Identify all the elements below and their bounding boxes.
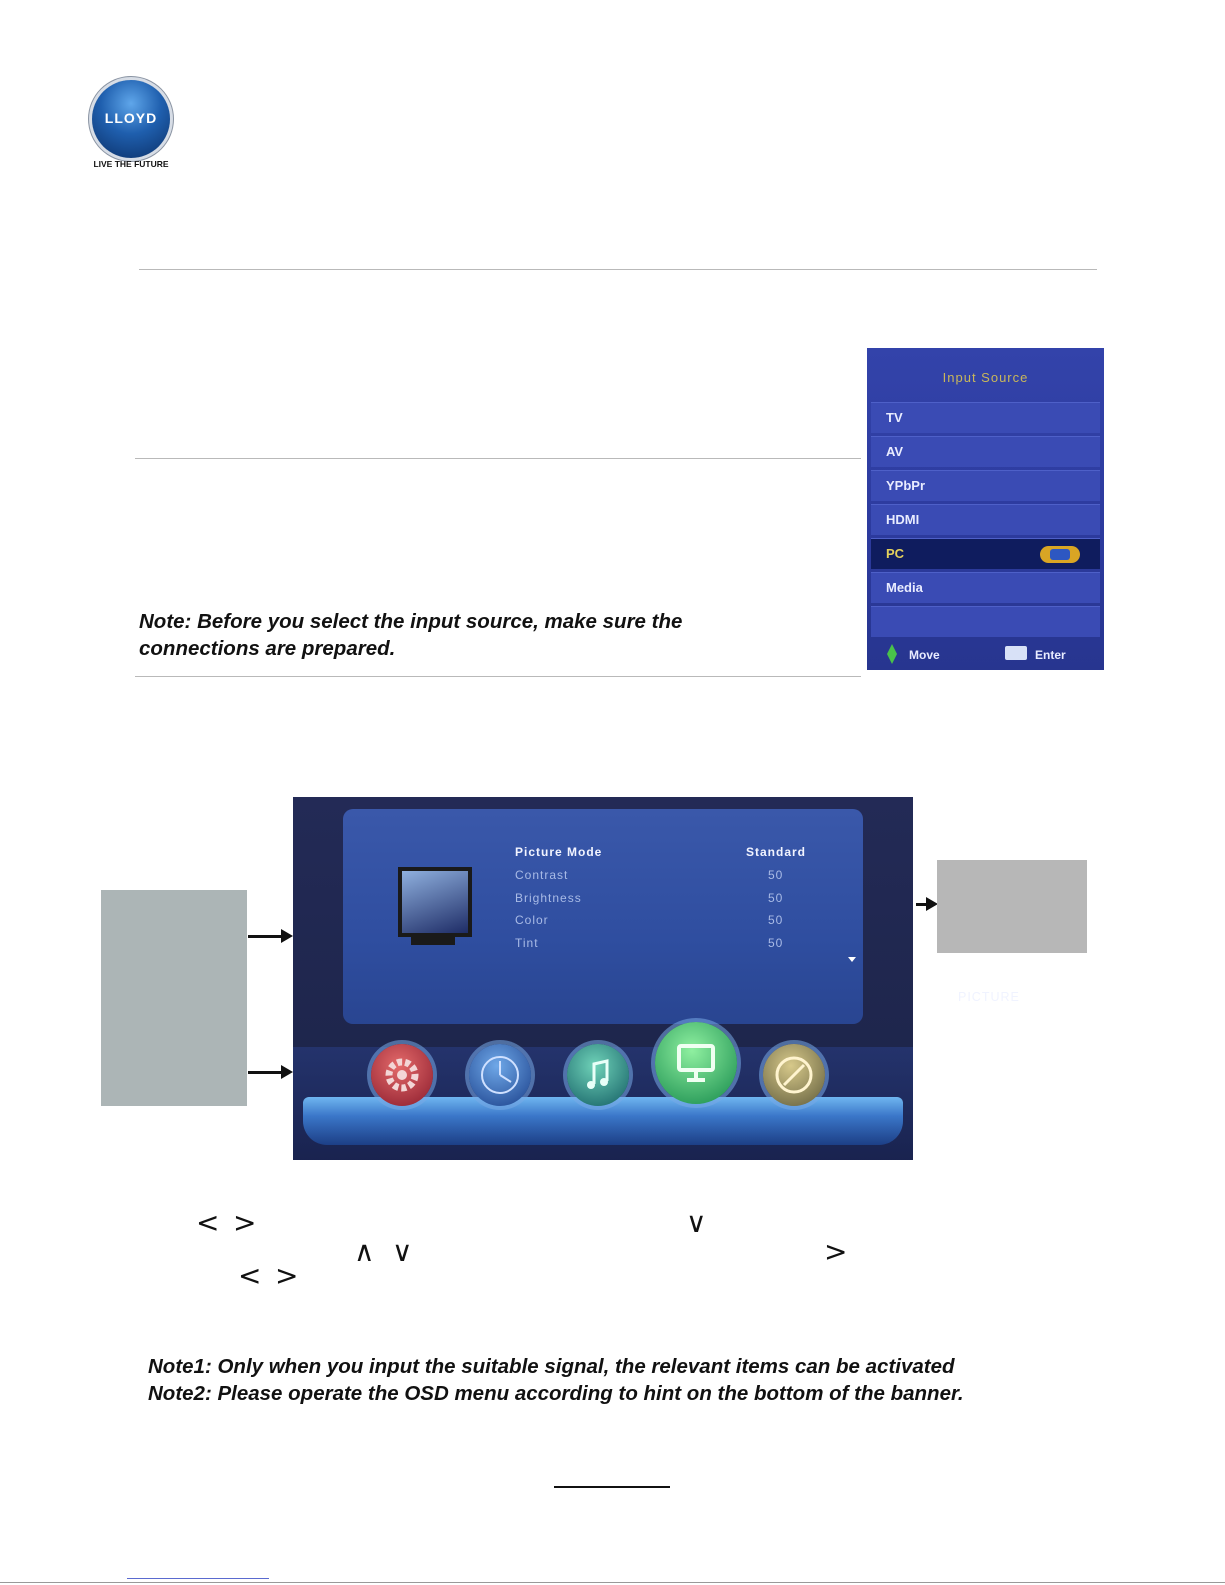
enter-hint: Enter [1035,648,1066,662]
move-hint: Move [909,648,940,662]
logo-wordmark: LLOYD [104,110,158,126]
source-item-ypbpr[interactable] [871,470,1100,501]
osd-row-value: 50 [768,868,784,882]
down-chevron-icon: ∨ [392,1235,413,1268]
source-item-hdmi[interactable] [871,504,1100,535]
source-item-pc[interactable] [871,538,1100,569]
up-chevron-icon: ∧ [354,1235,375,1268]
note-input-source: Note: Before you select the input source, make sure the connections are prepared. [139,610,683,660]
page-number-underline [554,1486,670,1488]
left-chevron-icon: < [196,1206,220,1239]
osd-row-label[interactable]: Contrast [515,868,569,882]
header-divider [139,269,1097,270]
monitor-thumbnail-icon [398,867,472,937]
callout-box-right [937,860,1087,953]
up-down-arrow-icon [887,644,897,664]
osd-row-label[interactable]: Picture Mode [515,845,603,859]
section-divider [135,458,861,459]
logo-tagline: LIVE THE FUTURE [93,159,169,169]
note-1: Note1: Only when you input the suitable signal, the relevant items can be activated [148,1355,955,1378]
clock-icon[interactable] [469,1044,531,1106]
osd-main-menu [293,797,1020,1160]
osd-row-label[interactable]: Tint [515,936,539,950]
arrow-line [248,1071,282,1074]
source-item-label: PC [886,546,905,561]
source-item-label: TV [886,410,903,425]
right-chevron-icon: > [824,1235,848,1268]
osd-row-value: 50 [768,913,784,927]
gear-icon[interactable] [371,1044,433,1106]
notes-bottom [148,1353,1188,1407]
right-chevron-icon: > [275,1259,299,1292]
down-chevron-icon: ∨ [686,1206,707,1239]
arrow-line [248,935,282,938]
osd-row-value: Standard [746,845,807,859]
callout-box-left [101,890,247,1106]
osd-row-value: 50 [768,936,784,950]
input-source-menu [867,348,1104,670]
arrow-right-icon [281,929,293,943]
footer-link-underline [127,1578,269,1579]
footer-divider [0,1582,1225,1583]
lock-icon[interactable] [763,1044,825,1106]
section-divider [135,676,861,677]
music-note-icon[interactable] [567,1044,629,1106]
osd-category-label: PICTURE [958,990,1020,1004]
source-item-label: AV [886,444,904,459]
vga-connector-icon [1040,546,1080,563]
source-item-label: Media [886,580,923,595]
input-source-title: Input Source [942,370,1029,385]
left-chevron-icon: < [238,1259,262,1292]
source-item-media[interactable] [871,572,1100,603]
brand-logo [88,80,176,172]
scroll-down-icon[interactable] [848,957,856,962]
monitor-icon[interactable] [655,1022,737,1104]
osd-row-label[interactable]: Color [515,913,549,927]
arrow-right-icon [281,1065,293,1079]
source-item-tv[interactable] [871,402,1100,433]
osd-row-value: 50 [768,891,784,905]
source-item-empty [871,606,1100,637]
source-item-av[interactable] [871,436,1100,467]
note-2: Note2: Please operate the OSD menu according to hint on the bottom of the banner. [148,1382,964,1405]
monitor-stand [411,937,455,945]
source-item-label: YPbPr [886,478,926,493]
right-chevron-icon: > [233,1206,257,1239]
enter-key-icon [1005,646,1027,660]
source-item-label: HDMI [886,512,920,527]
osd-row-label[interactable]: Brightness [515,891,582,905]
